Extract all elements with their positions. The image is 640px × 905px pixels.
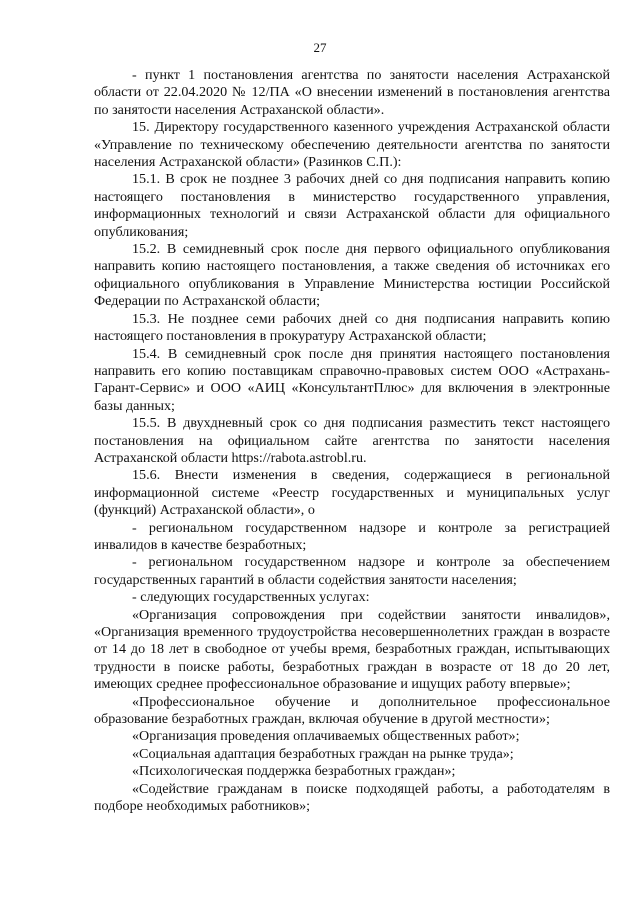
list-item-employment-guarantees-oversight: - региональном государственном надзоре и контроле за обеспечением государственных гарантий в области содействия занятости населения; [94,554,610,588]
paragraph-15-1: 15.1. В срок не позднее 3 рабочих дней со дня подписания направить копию настоящего постановления в министерство государственного управления, информационных технологий и связи Астраханской области для официального опубликования; [94,171,610,240]
page-number: 27 [313,40,327,55]
service-item-vocational-training: «Профессиональное обучение и дополнительное профессиональное образование безработных граждан, включая обучение в другой местности»; [94,693,610,728]
paragraph-15: 15. Директору государственного казенного учреждения Астраханской области «Управление по техническому обеспечению деятельности агентства по занятости населения Астраханской области» (Разинков С.П.): [94,119,610,171]
paragraph-15-3: 15.3. Не позднее семи рабочих дней со дня подписания направить копию настоящего постановления в прокуратуру Астраханской области; [94,310,610,345]
paragraph-15-5: 15.5. В двухдневный срок со дня подписания разместить текст настоящего постановления на официальном сайте агентства по занятости населения Астраханской области https://rabota.astrobl.ru. [94,415,610,466]
service-item-job-search-assistance: «Содействие гражданам в поиске подходящей работы, а работодателям в подборе необходимых работников»; [94,780,610,815]
service-item-psychological-support: «Психологическая поддержка безработных граждан»; [132,763,456,780]
paragraph-15-6: 15.6. Внести изменения в сведения, содержащиеся в региональной информационной системе «Реестр государственных и муниципальных услуг (функций) Астраханской области», о [94,467,610,519]
document-body [94,67,610,815]
list-item-state-services-intro: - следующих государственных услугах: [132,589,370,606]
service-item-public-works: «Организация проведения оплачиваемых общественных работ»; [132,728,520,745]
service-item-disabled-support-and-youth-employment: «Организация сопровождения при содействии занятости инвалидов», «Организация временного трудоустройства несовершеннолетних граждан в возрасте от 14 до 18 лет в свободное от учебы время, безработных граждан, испытывающих трудности в поиске работы, безработных граждан в возрасте от 18 до 20 лет, имеющих среднее профессиональное образование и ищущих работу впервые»; [94,606,610,693]
paragraph-item-1-point: - пункт 1 постановления агентства по занятости населения Астраханской области от 22.04.2020 № 12/ПА «О внесении изменений в постановления агентства по занятости населения Астраханской области». [94,67,610,118]
paragraph-15-2: 15.2. В семидневный срок после дня первого официального опубликования направить копию настоящего постановления, а также сведения об источниках его официального опубликования в Управление Министерства юстиции Российской Федерации по Астраханской области; [94,241,610,310]
service-item-social-adaptation: «Социальная адаптация безработных граждан на рынке труда»; [132,745,514,762]
paragraph-15-4: 15.4. В семидневный срок после дня принятия настоящего постановления направить его копию поставщикам справочно-правовых систем ООО «Астрахань-Гарант-Сервис» и ООО «АИЦ «КонсультантПлюс» для включения в электронные базы данных; [94,345,610,414]
list-item-disabled-registration-oversight: - региональном государственном надзоре и контроле за регистрацией инвалидов в качестве безработных; [94,519,610,553]
